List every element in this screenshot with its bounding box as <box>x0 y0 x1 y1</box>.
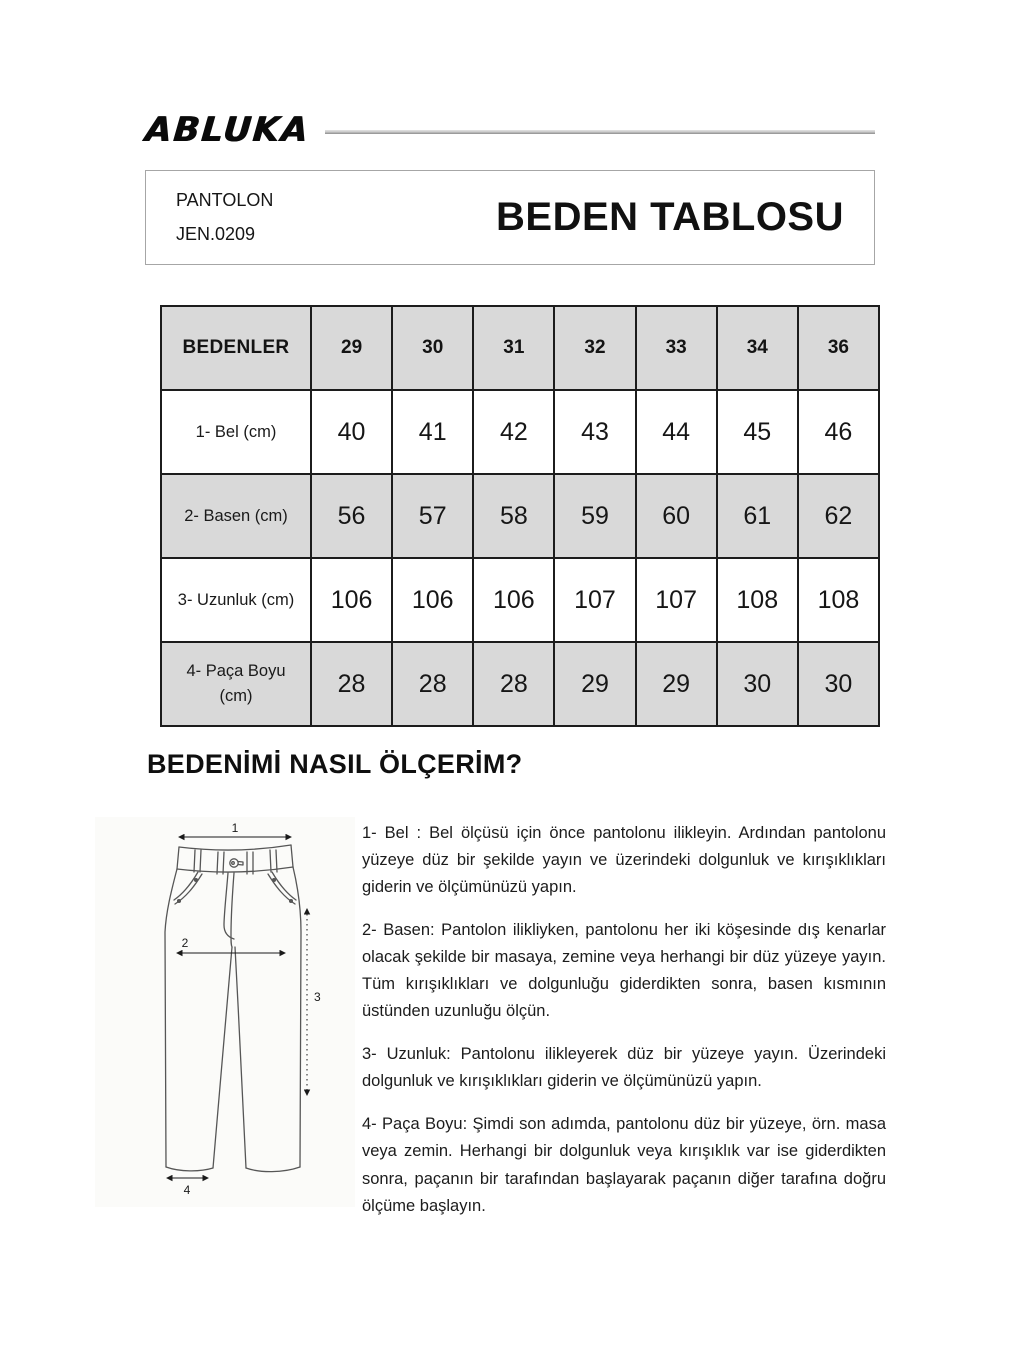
table-row-label: 2- Basen (cm) <box>161 474 311 558</box>
table-cell: 28 <box>392 642 473 726</box>
table-cell: 42 <box>473 390 554 474</box>
product-code-label: JEN.0209 <box>176 223 256 244</box>
table-header-cell: 34 <box>717 306 798 390</box>
size-table-container <box>160 305 880 727</box>
table-cell: 108 <box>798 558 879 642</box>
table-row <box>161 474 879 558</box>
measure-label-2: 2 <box>181 936 189 950</box>
table-cell: 46 <box>798 390 879 474</box>
table-cell: 30 <box>798 642 879 726</box>
table-cell: 106 <box>311 558 392 642</box>
instruction-step-1: 1- Bel : Bel ölçüsü için önce pantolonu ilikleyin. Ardından pantolonu yüzeye düz bir şekilde yayın ve üzerindeki dolgunluk ve kırışıklıkları giderin ve ölçümünüzü yapın. <box>362 824 886 897</box>
header-divider-line <box>325 130 875 134</box>
instruction-step-3: 3- Uzunluk: Pantolonu ilikleyerek düz bir yüzeye yayın. Üzerindeki dolgunluk ve kırışıklıkları giderin ve ölçümünüzü yapın. <box>362 1045 886 1091</box>
table-row <box>161 642 879 726</box>
table-cell: 45 <box>717 390 798 474</box>
table-header-cell: 31 <box>473 306 554 390</box>
table-row-label: 1- Bel (cm) <box>161 390 311 474</box>
table-header-cell: BEDENLER <box>161 306 311 390</box>
table-cell: 106 <box>392 558 473 642</box>
jeans-diagram-icon <box>95 817 355 1207</box>
table-header-cell: 33 <box>636 306 717 390</box>
table-header-cell: 36 <box>798 306 879 390</box>
table-header-cell: 32 <box>554 306 635 390</box>
measure-label-4: 4 <box>183 1183 191 1197</box>
instruction-step-2: 2- Basen: Pantolon ilikliyken, pantolonu her iki köşesinde dış kenarlar olacak şekilde bir masaya, zemine veya herhangi bir düz yüzeye yayın. Tüm kırışıklıkları ve dolgunluğu giderdikten sonra, basen kısmının üstünden uzunluğu ölçün. <box>362 921 886 1021</box>
instructions <box>362 820 886 1236</box>
table-cell: 107 <box>636 558 717 642</box>
table-row-label: 3- Uzunluk (cm) <box>161 558 311 642</box>
table-cell: 28 <box>311 642 392 726</box>
brand-logo: ABLUKA <box>143 110 312 150</box>
measure-label-3: 3 <box>314 990 321 1004</box>
table-cell: 30 <box>717 642 798 726</box>
table-cell: 58 <box>473 474 554 558</box>
measure-label-1: 1 <box>231 821 239 835</box>
product-meta <box>176 184 273 251</box>
table-cell: 106 <box>473 558 554 642</box>
instruction-step-4: 4- Paça Boyu: Şimdi son adımda, pantolonu düz bir yüzeye, örn. masa veya zemin. Herhangi bir dolgunluk veya kırışıklık var ise giderdikten sonra, paçanın bir tarafından başlayarak paçanın diğer tarafına doğru ölçüme başlayın. <box>362 1115 886 1215</box>
table-cell: 62 <box>798 474 879 558</box>
table-cell: 29 <box>636 642 717 726</box>
table-cell: 61 <box>717 474 798 558</box>
table-cell: 56 <box>311 474 392 558</box>
table-cell: 107 <box>554 558 635 642</box>
table-cell: 29 <box>554 642 635 726</box>
table-cell: 57 <box>392 474 473 558</box>
table-cell: 59 <box>554 474 635 558</box>
table-row-label: 4- Paça Boyu (cm) <box>161 642 311 726</box>
table-header-cell: 30 <box>392 306 473 390</box>
table-cell: 44 <box>636 390 717 474</box>
table-header-cell: 29 <box>311 306 392 390</box>
product-type-label: PANTOLON <box>176 190 274 211</box>
table-header-row <box>161 306 879 390</box>
table-cell: 28 <box>473 642 554 726</box>
table-cell: 41 <box>392 390 473 474</box>
measure-arrows <box>167 837 307 1178</box>
jeans-outline <box>165 845 301 1172</box>
table-row <box>161 390 879 474</box>
table-cell: 43 <box>554 390 635 474</box>
section-heading: BEDENİMİ NASIL ÖLÇERİM? <box>147 749 523 779</box>
jeans-diagram <box>95 817 355 1207</box>
title-box <box>145 170 875 265</box>
brand-header <box>145 110 875 150</box>
size-table <box>160 305 880 727</box>
table-cell: 108 <box>717 558 798 642</box>
table-cell: 60 <box>636 474 717 558</box>
table-row <box>161 558 879 642</box>
table-cell: 40 <box>311 390 392 474</box>
page-title: BEDEN TABLOSU <box>496 195 844 239</box>
